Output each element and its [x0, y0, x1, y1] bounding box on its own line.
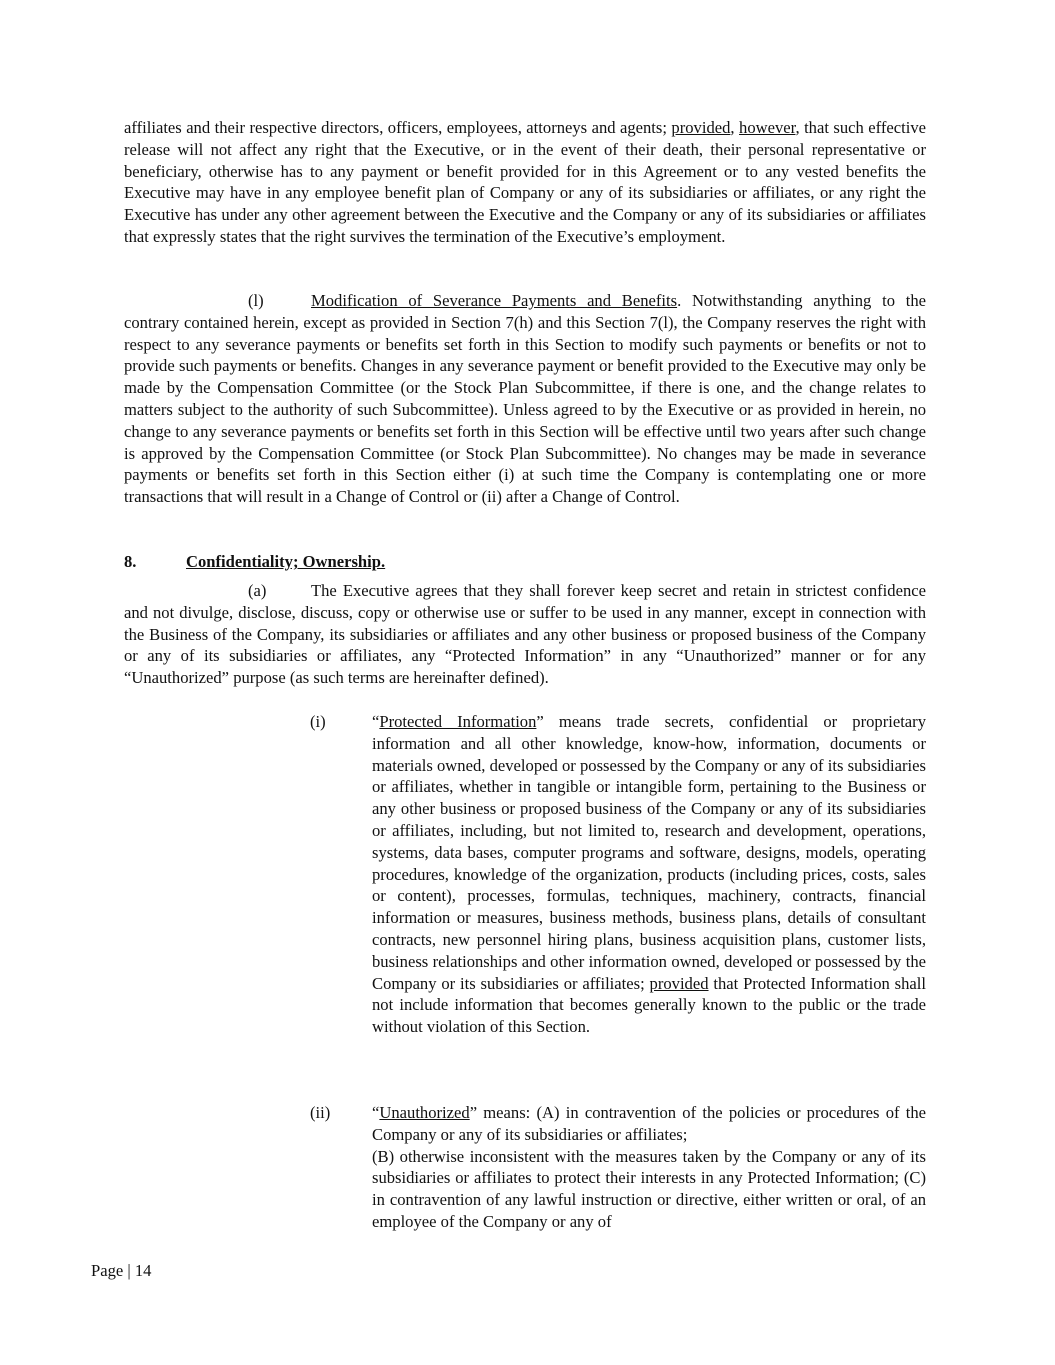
however-term: however — [739, 118, 796, 137]
protected-information-term: Protected Information — [379, 712, 537, 731]
item-i-open-quote: “ — [372, 712, 380, 731]
page-number-footer: Page | 14 — [91, 1261, 152, 1280]
section-7l-text: . Notwithstanding anything to the contrary contained herein, except as provided in Section 7(h) and this Section 7(l), the Company reserves the right with respect to any severance payments or benefits set forth in this Section to modify such payments or benefits or not to provide such payments or benefits. Changes in any severance payment or benefit provided to the Executive may only be made by the Compensation Committee (or the Stock Plan Subcommittee, if there is one, and the change relates to matters subject to the authority of such Subcommittee). Unless agreed to by the Executive or as provided in herein, no change to any severance payments or benefits set forth in this Section will be effective until two years after such change is approved by the Compensation Committee (or Stock Plan Subcommittee). No changes may be made in severance payments or benefits set forth in this Section either (i) at such time the Company is contemplating one or more transactions that will result in a Change of Control or (ii) after a Change of Control. — [124, 291, 926, 507]
item-ii-text-2: (B) otherwise inconsistent with the measures taken by the Company or any of its subsidiaries or affiliates to protect their interests in any Protected Information; (C) in contravention of any lawful instruction or directive, either written or oral, of an employee of the Company or any of — [372, 1146, 926, 1231]
item-i-body — [372, 711, 926, 1038]
item-i-provided-term: provided — [649, 973, 709, 993]
intro-comma: , — [730, 118, 740, 137]
item-ii-text-1: ” means: (A) in contravention of the policies or procedures of the Company or any of its subsidiaries or affiliates; — [372, 1103, 926, 1144]
section-8-heading — [124, 551, 385, 573]
document-page — [124, 0, 926, 1365]
unauthorized-term: Unauthorized — [379, 1103, 470, 1122]
item-ii-body — [372, 1102, 926, 1233]
section-8a-paragraph — [124, 580, 926, 689]
section-7l-paragraph — [124, 290, 926, 508]
intro-text-2: , that such effective release will not affect any right that the Executive, or in the event of their death, their personal representative or beneficiary, otherwise has to any payment or benefit provided for in this Agreement or to any vested benefits the Executive may have in any employee benefit plan of Company or any of its subsidiaries or affiliates, or any right the Executive has under any other agreement between the Executive and the Company or any of its subsidiaries or affiliates that expressly states that the right survives the termination of the Executive’s employment. — [124, 118, 926, 246]
intro-text-1: affiliates and their respective directors, officers, employees, attorneys and agents; — [124, 118, 672, 137]
item-ii-open-quote: “ — [372, 1103, 380, 1122]
section-7l-heading: Modification of Severance Payments and Benefits — [311, 291, 678, 310]
provided-term: provided — [671, 118, 731, 137]
section-8a-label: (a) — [248, 581, 267, 600]
intro-paragraph — [124, 117, 926, 248]
section-8-number: 8. — [124, 552, 137, 571]
section-8a-text: The Executive agrees that they shall forever keep secret and retain in strictest confidence and not divulge, disclose, discuss, copy or otherwise use or suffer to be used in any manner, except in connection with the Business of the Company, its subsidiaries or affiliates and any other business or proposed business of the Company or any of its subsidiaries or affiliates, any “Protected Information” in any “Unauthorized” manner or for any “Unauthorized” purpose (as such terms are hereinafter defined). — [124, 581, 926, 688]
section-7l-label: (l) — [248, 291, 264, 310]
item-i-text-2: that Protected Information shall not include information that becomes generally known to the public or the trade without violation of this Section. — [372, 973, 926, 1037]
section-8-title: Confidentiality; Ownership. — [186, 552, 386, 571]
item-ii-label: (ii) — [310, 1103, 331, 1122]
item-i-label: (i) — [310, 712, 326, 731]
item-i-text-1: ” means trade secrets, confidential or proprietary information and all other knowledge, know-how, information, documents or materials owned, developed or possessed by the Company or any of its subsidiaries or affiliates, whether in tangible or intangible form, pertaining to the Business or any other business or proposed business of the Company or any of its subsidiaries or affiliates, including, but not limited to, research and development, operations, systems, data bases, computer programs and software, designs, models, operating procedures, knowledge of the organization, products (including prices, costs, sales or content), processes, formulas, techniques, machinery, contracts, financial information or measures, business methods, business plans, details of consultant contracts, new personnel hiring plans, business acquisition plans, customer lists, business relationships and other information owned, developed or possessed by the Company or its subsidiaries or affiliates; — [372, 712, 926, 993]
